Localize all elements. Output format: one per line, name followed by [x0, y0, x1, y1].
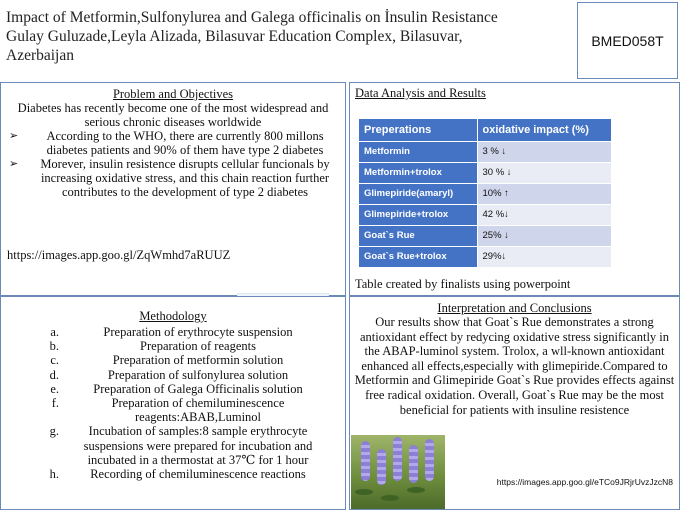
results-table — [359, 119, 612, 267]
arrow-bullet-icon: ➢ — [9, 157, 19, 170]
step-label: b. — [49, 339, 59, 354]
column-header-oxidative-impact: oxidative impact (%) — [477, 119, 612, 141]
title-line-2: Gulay Guluzade,Leyla Alizada, Bilasuvar Education Complex, Bilasuvar, — [6, 28, 463, 45]
impact-cell: 3 % ↓ — [477, 141, 612, 162]
poster-code: BMED058T — [591, 32, 664, 49]
table-row — [359, 225, 612, 246]
table-row — [359, 162, 612, 183]
arrow-bullet-icon: ➢ — [9, 129, 19, 142]
preparation-cell: Glimepiride+trolox — [359, 204, 477, 225]
preparation-cell: Metformin — [359, 141, 477, 162]
flower-spike — [425, 439, 434, 481]
table-row — [359, 183, 612, 204]
impact-cell: 42 %↓ — [477, 204, 612, 225]
methodology-steps — [1, 325, 345, 481]
step-label: g. — [49, 424, 59, 439]
preparation-cell: Goat`s Rue — [359, 225, 477, 246]
flower-spike — [393, 437, 402, 481]
list-item — [1, 382, 345, 396]
methodology-heading: Methodology — [139, 309, 207, 323]
interpretation-text: Our results show that Goat`s Rue demonstrates a strong antioxidant effect by redycing oxidative stress significantly in the ABAP-luminol system. Trolox, a wll-known antioxidant enhanced all effects,especially with glimepiride.Compared to Metformin and Glimepiride Goat`s Rue provides effects against free radical oxidation. Overall, Goat`s Rue may be the most beneficial for patients with insuline resistence — [354, 315, 675, 417]
problem-bullets — [1, 129, 345, 199]
leaf — [407, 487, 425, 493]
step-label: d. — [49, 367, 59, 382]
goats-rue-photo — [351, 435, 445, 509]
step-label: c. — [50, 353, 59, 368]
step-text: Recording of chemiluminescence reactions — [90, 467, 306, 482]
data-analysis-panel — [349, 82, 680, 296]
flower-spike — [377, 449, 386, 485]
title-line-3: Azerbaijan — [6, 47, 74, 64]
flower-spike — [361, 441, 370, 481]
step-text: Preparation of Galega Officinalis solution — [93, 381, 303, 396]
impact-cell: 10% ↑ — [477, 183, 612, 204]
table-row — [359, 204, 612, 225]
step-text: Preparation of erythrocyte suspension — [103, 325, 293, 339]
table-row — [359, 141, 612, 162]
problem-intro: Diabetes has recently become one of the most widespread and serious chronic diseases worldwide — [17, 101, 329, 129]
interpretation-image-link[interactable]: https://images.app.goo.gl/eTCo9JRjrUvzJzcN8 — [496, 477, 673, 487]
step-label: a. — [50, 325, 59, 339]
table-caption: Table created by finalists using powerpoint — [355, 277, 571, 291]
list-item — [1, 339, 345, 353]
preparation-cell: Goat`s Rue+trolox — [359, 246, 477, 267]
list-item — [1, 467, 345, 481]
list-item — [1, 396, 345, 424]
step-label: f. — [51, 396, 59, 411]
bullet-text: Morever, insulin resistence disrupts cellular funcionals by increasing oxidative stress, and this chain reaction further contributes to the development of type 2 diabetes — [40, 157, 330, 199]
list-item — [1, 325, 345, 339]
impact-cell: 30 % ↓ — [477, 162, 612, 183]
impact-cell: 25% ↓ — [477, 225, 612, 246]
leaf — [355, 489, 373, 495]
list-item — [1, 368, 345, 382]
flower-spike — [409, 445, 418, 483]
impact-cell: 29%↓ — [477, 246, 612, 267]
step-text: Preparation of reagents — [140, 339, 256, 354]
bullet-text: According to the WHO, there are currently 800 millons diabetes patients and 90% of them have type 2 diabetes — [46, 129, 324, 157]
problem-heading: Problem and Objectives — [112, 87, 234, 101]
title-line-1: Impact of Metformin,Sulfonylurea and Galega officinalis on İnsulin Resistance — [6, 9, 498, 26]
poster-code-box — [577, 2, 678, 79]
list-item — [1, 424, 345, 467]
leaf — [381, 495, 399, 501]
list-item — [9, 129, 339, 157]
step-label: h. — [49, 467, 59, 482]
step-text: Preparation of chemiluminescence reagents:ABAB,Luminol — [111, 396, 285, 425]
interpretation-panel — [349, 296, 680, 510]
step-label: e. — [50, 381, 59, 396]
column-header-preparations: Preperations — [359, 119, 477, 141]
step-text: Preparation of sulfonylurea solution — [107, 367, 289, 382]
problem-image-link[interactable]: https://images.app.goo.gl/ZqWmhd7aRUUZ — [7, 248, 231, 262]
table-row — [359, 246, 612, 267]
interpretation-heading: Interpretation and Conclusions — [437, 301, 592, 315]
list-item — [9, 157, 339, 199]
problem-panel — [0, 82, 346, 296]
data-analysis-heading: Data Analysis and Results — [355, 86, 486, 100]
list-item — [1, 353, 345, 367]
preparation-cell: Glimepiride(amaryl) — [359, 183, 477, 204]
preparation-cell: Metformin+trolox — [359, 162, 477, 183]
table-header-row — [359, 119, 612, 141]
poster-title — [6, 8, 566, 65]
methodology-panel — [0, 296, 346, 510]
step-text: Incubation of samples:8 sample erythrocyte suspensions were prepared for incubation and incubated in a thermostat at 37℃ for 1 hour — [83, 424, 313, 467]
step-text: Preparation of metformin solution — [112, 353, 284, 368]
